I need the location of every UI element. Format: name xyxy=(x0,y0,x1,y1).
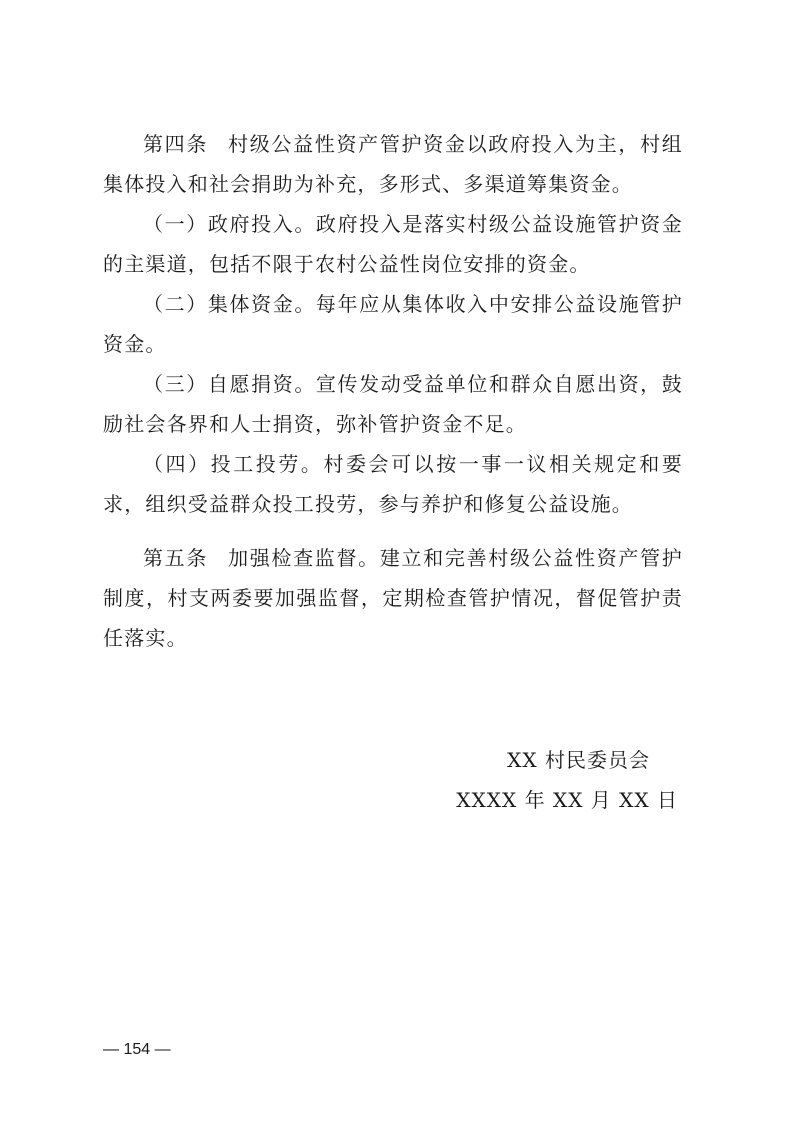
article-4-label: 第四条 xyxy=(143,132,209,156)
article-4-item-2: （二）集体资金。每年应从集体收入中安排公益设施管护资金。 xyxy=(103,292,683,356)
article-5-text: 加强检查监督。建立和完善村级公益性资产管护制度，村支两委要加强监督，定期检查管护情况，督促管护责任落实。 xyxy=(103,546,683,650)
article-5 xyxy=(103,538,683,658)
article-4 xyxy=(103,124,683,204)
page-number: — 154 — xyxy=(103,1041,171,1058)
article-4-item-1: （一）政府投入。政府投入是落实村级公益设施管护资金的主渠道，包括不限于农村公益性岗位安排的资金。 xyxy=(103,212,683,276)
article-5-label: 第五条 xyxy=(143,546,209,570)
article-4-text: 村级公益性资产管护资金以政府投入为主，村组集体投入和社会捐助为补充，多形式、多渠道筹集资金。 xyxy=(103,132,683,196)
signature-date: XXXX 年 XX 月 XX 日 xyxy=(456,788,678,812)
article-4-item-4: （四）投工投劳。村委会可以按一事一议相关规定和要求，组织受益群众投工投劳，参与养护和修复公益设施。 xyxy=(103,452,683,516)
signature-organization: XX 村民委员会 xyxy=(507,748,650,772)
article-4-item-3: （三）自愿捐资。宣传发动受益单位和群众自愿出资，鼓励社会各界和人士捐资，弥补管护资金不足。 xyxy=(103,372,683,436)
signature-block xyxy=(378,740,678,820)
document-body xyxy=(103,124,683,658)
